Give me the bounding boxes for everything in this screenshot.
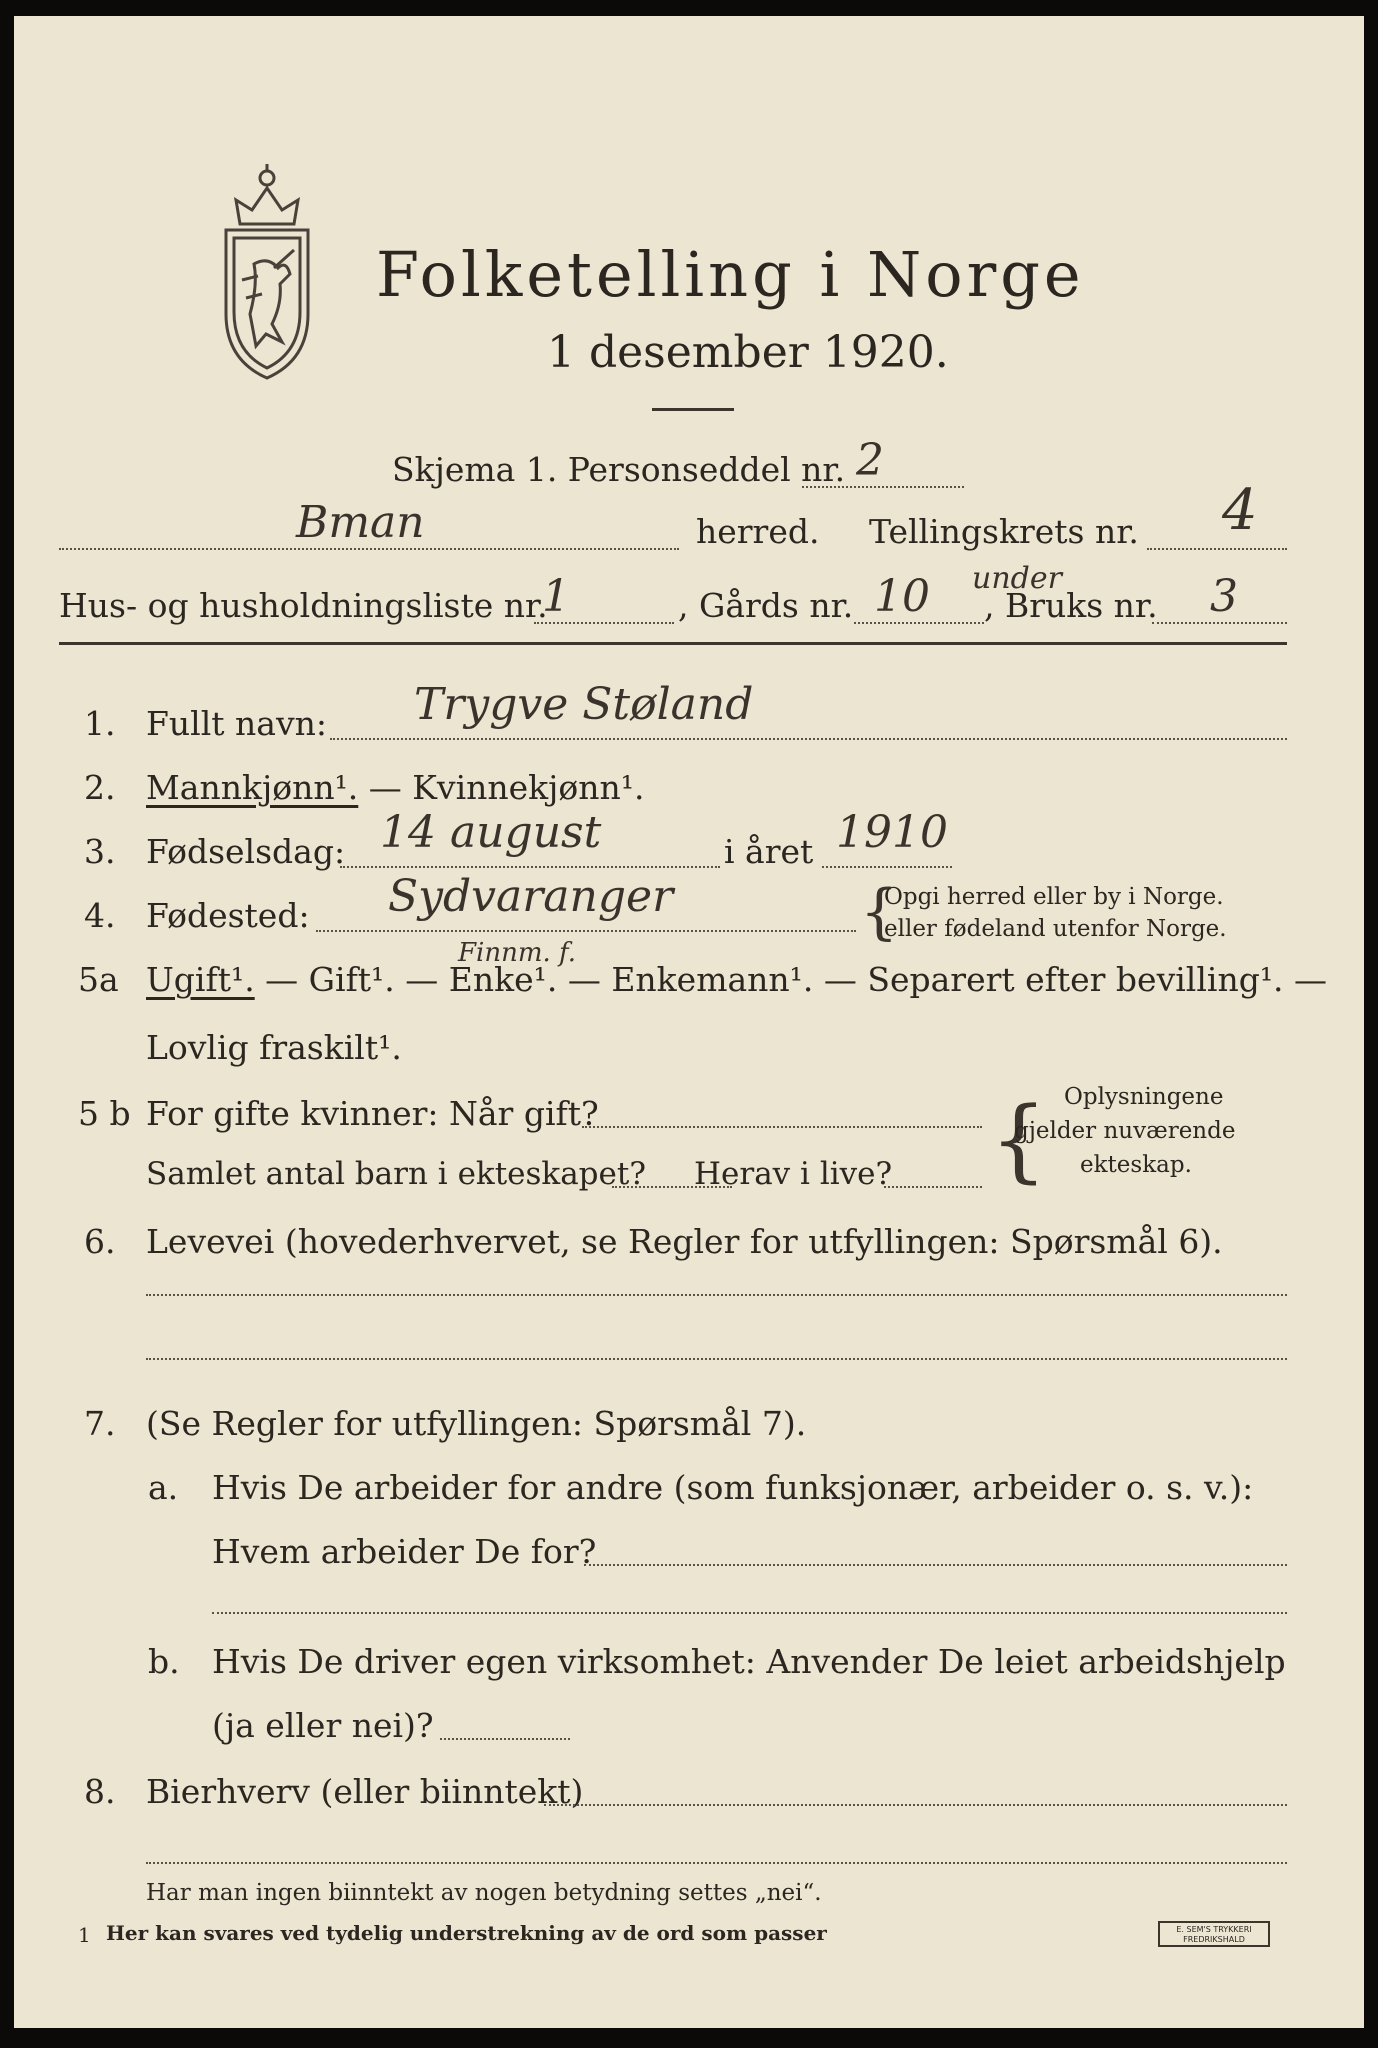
tellingskrets-value[interactable]: 4 — [1222, 478, 1258, 543]
q3-number: 3. — [84, 832, 116, 871]
q5b-brace: { — [990, 1088, 1048, 1193]
census-form-sheet — [14, 16, 1364, 2028]
q4-line — [316, 930, 856, 932]
q8-label: Bierhverv (eller biinntekt) — [146, 1772, 584, 1811]
q6-line-1 — [146, 1294, 1287, 1296]
form-title: Folketelling i Norge — [376, 238, 1085, 311]
q4-label: Fødested: — [146, 896, 310, 935]
q5b-note-3: ekteskap. — [1080, 1152, 1192, 1178]
hus-label: Hus- og husholdningsliste nr. — [59, 586, 548, 625]
q3-year-line — [822, 866, 952, 868]
q3-day-line — [340, 866, 720, 868]
q1-number: 1. — [84, 704, 116, 743]
gards-line — [854, 622, 984, 624]
q6-line-2 — [146, 1358, 1287, 1360]
q5b-label-a: For gifte kvinner: Når gift? — [146, 1094, 599, 1133]
q7a-line-2 — [212, 1612, 1287, 1614]
skjema-value[interactable]: 2 — [856, 435, 884, 486]
q6-label: Levevei (hovederhvervet, se Regler for utfyllingen: Spørsmål 6). — [146, 1222, 1223, 1261]
q7a-label: Hvis De arbeider for andre (som funksjonær, arbeider o. s. v.): — [212, 1468, 1254, 1507]
footnote-text: Her kan svares ved tydelig understrekning av de ord som passer — [106, 1921, 827, 1945]
q7a-label-2: Hvem arbeider De for? — [212, 1532, 597, 1571]
bruks-value[interactable]: 3 — [1210, 571, 1238, 622]
form-date: 1 desember 1920. — [547, 327, 949, 378]
q7a-line-1 — [584, 1564, 1287, 1566]
tellingskrets-label: Tellingskrets nr. — [869, 512, 1139, 551]
printer-stamp-line-1: E. SEM'S TRYKKERI — [1176, 1925, 1252, 1934]
q8-line-1 — [544, 1804, 1287, 1806]
q2-number: 2. — [84, 768, 116, 807]
herred-line — [59, 548, 679, 550]
herred-value[interactable]: Bman — [296, 497, 425, 548]
gards-note: under — [972, 561, 1062, 596]
q5b-note-1: Oplysningene — [1064, 1084, 1224, 1110]
q7a-number: a. — [148, 1468, 179, 1507]
q5a-option-fraskilt[interactable]: Lovlig fraskilt¹. — [146, 1028, 402, 1067]
q2-option-male[interactable]: Mannkjønn¹. — [146, 768, 359, 807]
q4-answer[interactable]: Sydvaranger — [388, 871, 674, 922]
printer-stamp — [1158, 1921, 1270, 1947]
q5b-alive-line — [884, 1186, 982, 1188]
footnote-mark: 1 — [78, 1923, 91, 1947]
q5a-option-ugift[interactable]: Ugift¹. — [146, 960, 255, 999]
footer-note: Har man ingen biinntekt av nogen betydning settes „nei“. — [146, 1880, 822, 1906]
q1-line — [330, 738, 1287, 740]
q1-label: Fullt navn: — [146, 704, 327, 743]
skjema-label: Skjema 1. Personseddel nr. — [392, 450, 846, 489]
gards-value[interactable]: 10 — [874, 571, 930, 622]
hus-value[interactable]: 1 — [542, 571, 570, 622]
q2-option-female[interactable]: — Kvinnekjønn¹. — [358, 768, 645, 807]
bruks-label: , Bruks nr. — [984, 586, 1158, 625]
q8-number: 8. — [84, 1772, 116, 1811]
q4-note-2: eller fødeland utenfor Norge. — [884, 916, 1227, 942]
title-divider — [652, 408, 734, 411]
skjema-line — [802, 486, 964, 488]
q3-year-label: i året — [724, 832, 814, 871]
q7-number: 7. — [84, 1404, 116, 1443]
q3-label: Fødselsdag: — [146, 832, 346, 871]
hus-line — [534, 622, 674, 624]
q6-number: 6. — [84, 1222, 116, 1261]
header-rule — [59, 642, 1287, 645]
printer-stamp-line-2: FREDRIKSHALD — [1183, 1935, 1245, 1944]
q7b-label-2: (ja eller nei)? — [212, 1706, 434, 1745]
q5a-option-rest[interactable]: — Gift¹. — Enke¹. — Enkemann¹. — Separert efter bevilling¹. — — [254, 960, 1328, 999]
q5b-married-line — [582, 1126, 982, 1128]
q3-answer-year[interactable]: 1910 — [836, 807, 948, 858]
q7-label: (Se Regler for utfyllingen: Spørsmål 7). — [146, 1404, 807, 1443]
q7b-line — [440, 1738, 570, 1740]
q1-answer[interactable]: Trygve Støland — [414, 679, 754, 730]
q7b-number: b. — [148, 1642, 180, 1681]
q5b-number: 5 b — [78, 1094, 131, 1133]
q4-brace: { — [860, 877, 899, 947]
q5a-options — [146, 960, 1327, 1000]
bruks-line — [1152, 622, 1287, 624]
q7b-label: Hvis De driver egen virksomhet: Anvender De leiet arbeidshjelp — [212, 1642, 1286, 1681]
q5a-number: 5a — [78, 960, 119, 999]
q4-number: 4. — [84, 896, 116, 935]
tellingskrets-line — [1147, 548, 1287, 550]
herred-label: herred. — [696, 512, 820, 551]
gards-label: , Gårds nr. — [678, 586, 854, 625]
q5b-note-2: gjelder nuværende — [1014, 1118, 1236, 1144]
q4-answer-note: Finnm. f. — [458, 938, 576, 968]
q5b-label-c: Herav i live? — [694, 1156, 893, 1192]
q2-options — [146, 768, 645, 808]
coat-of-arms-icon — [212, 164, 322, 386]
q5b-label-b: Samlet antal barn i ekteskapet? — [146, 1156, 646, 1192]
q4-note-1: Opgi herred eller by i Norge. — [884, 884, 1224, 910]
q3-answer-day[interactable]: 14 august — [380, 807, 602, 858]
q8-line-2 — [146, 1862, 1287, 1864]
